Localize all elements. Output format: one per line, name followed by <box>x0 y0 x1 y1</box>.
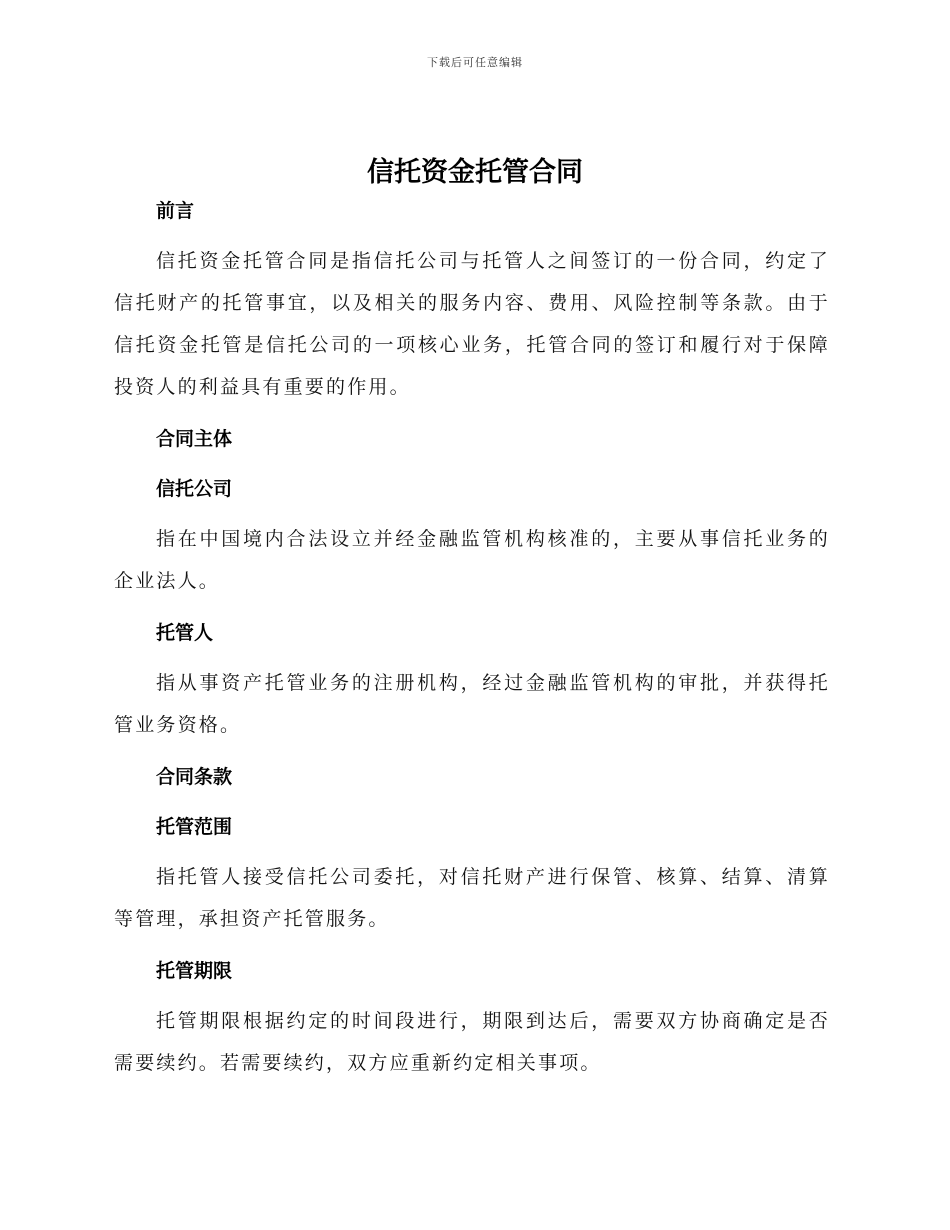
subsection-heading-trust-company: 信托公司 <box>156 478 233 500</box>
paragraph-trust-company: 指在中国境内合法设立并经金融监管机构核准的，主要从事信托业务的企业法人。 <box>114 528 830 592</box>
subsection-heading-term: 托管期限 <box>156 960 233 982</box>
subsection-heading-scope: 托管范围 <box>156 816 233 838</box>
paragraph-term: 托管期限根据约定的时间段进行，期限到达后，需要双方协商确定是否需要续约。若需要续约，双方应重新约定相关事项。 <box>114 1010 830 1074</box>
paragraph-scope: 指托管人接受信托公司委托，对信托财产进行保管、核算、结算、清算等管理，承担资产托管服务。 <box>114 866 830 930</box>
paragraph-preface: 信托资金托管合同是指信托公司与托管人之间签订的一份合同，约定了信托财产的托管事宜，以及相关的服务内容、费用、风险控制等条款。由于信托资金托管是信托公司的一项核心业务，托管合同的签订和履行对于保障投资人的利益具有重要的作用。 <box>114 250 830 398</box>
section-heading-terms: 合同条款 <box>156 766 233 788</box>
page-header-note: 下载后可任意编辑 <box>427 56 523 69</box>
paragraph-custodian: 指从事资产托管业务的注册机构，经过金融监管机构的审批，并获得托管业务资格。 <box>114 672 830 736</box>
document-title: 信托资金托管合同 <box>367 157 583 188</box>
document-body <box>114 190 830 1084</box>
subsection-heading-custodian: 托管人 <box>156 622 214 644</box>
section-heading-parties: 合同主体 <box>156 428 233 450</box>
section-heading-preface: 前言 <box>156 200 195 222</box>
